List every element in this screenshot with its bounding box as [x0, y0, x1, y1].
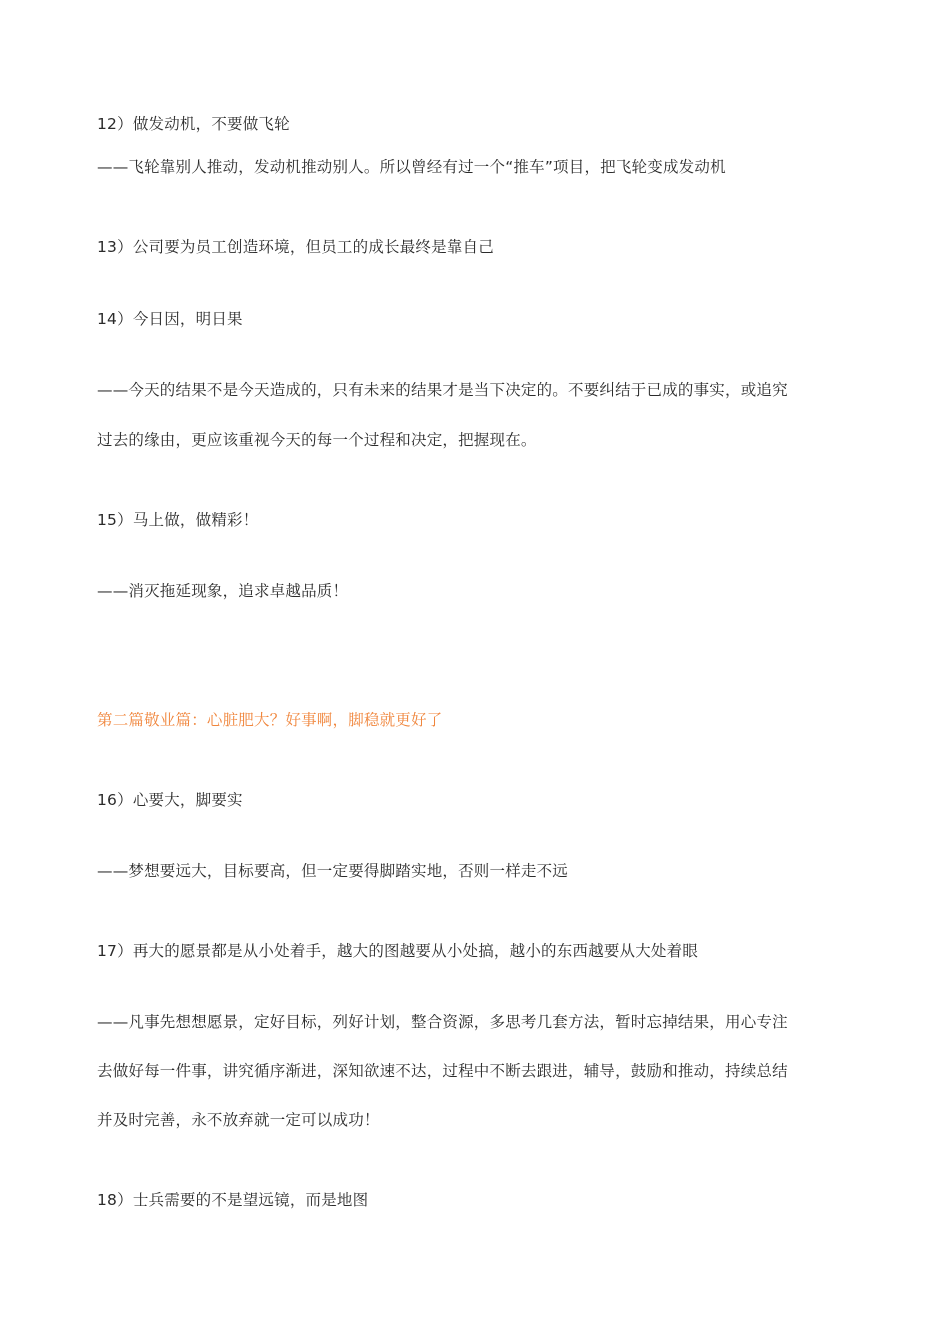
item-12-title: 12）做发动机，不要做飞轮 [97, 115, 290, 133]
item-17-note-line-1: ——凡事先想想愿景，定好目标，列好计划，整合资源，多思考几套方法，暂时忘掉结果，用心专注 [97, 1013, 788, 1031]
item-17-note-line-2: 去做好每一件事，讲究循序渐进，深知欲速不达，过程中不断去跟进，辅导，鼓励和推动，持续总结 [97, 1062, 788, 1080]
item-17-title: 17）再大的愿景都是从小处着手，越大的图越要从小处搞，越小的东西越要从大处着眼 [97, 942, 699, 960]
item-12-note: ——飞轮靠别人推动，发动机推动别人。所以曾经有过一个“推车”项目，把飞轮变成发动机 [97, 158, 726, 176]
item-14-note-line-2: 过去的缘由，更应该重视今天的每一个过程和决定，把握现在。 [97, 431, 537, 449]
item-14-note-line-1: ——今天的结果不是今天造成的，只有未来的结果才是当下决定的。不要纠结于已成的事实，或追究 [97, 381, 788, 399]
item-15-title: 15）马上做，做精彩！ [97, 511, 259, 529]
item-16-note: ——梦想要远大，目标要高，但一定要得脚踏实地，否则一样走不远 [97, 862, 569, 880]
item-14-title: 14）今日因，明日果 [97, 310, 243, 328]
section-heading: 第二篇敬业篇：心脏肥大？好事啊，脚稳就更好了 [97, 711, 443, 729]
item-16-title: 16）心要大，脚要实 [97, 791, 243, 809]
item-13-title: 13）公司要为员工创造环境，但员工的成长最终是靠自己 [97, 238, 494, 256]
item-17-note-line-3: 并及时完善，永不放弃就一定可以成功！ [97, 1111, 380, 1129]
item-18-title: 18）士兵需要的不是望远镜，而是地图 [97, 1191, 369, 1209]
item-15-note: ——消灭拖延现象，追求卓越品质！ [97, 582, 349, 600]
